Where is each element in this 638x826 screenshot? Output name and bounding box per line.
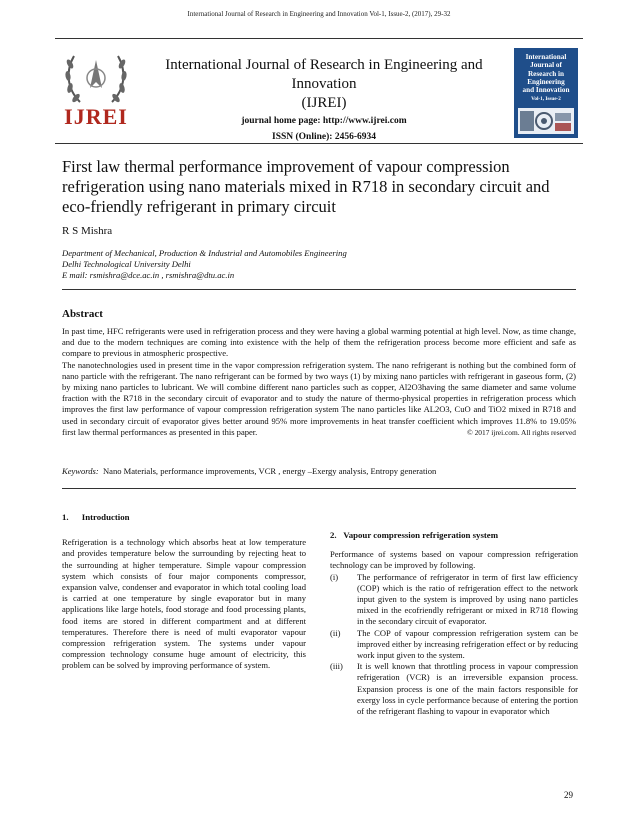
journal-title-line2: (IJREI) xyxy=(301,95,347,111)
abstract-rule-top xyxy=(62,289,576,290)
left-column xyxy=(62,512,306,672)
header-rule-bottom xyxy=(55,143,583,144)
article-title-line: eco-friendly refrigerant in primary circuit xyxy=(62,197,336,216)
abstract-paragraph-2-text: The nanotechnologies used in present time in the vapor compression refrigeration system. The nano refrigerant is nothing but the combined form of nano particle with the refrigerant. The nano refrigerant can be formed by two ways (1) by mixing nano particles with refrigerant in gaseous form, (2) by mixing nano particles to lubricant. We will combine different nano particles such as copper, Al2O3having the same diameter and same volume fraction with the R718 in the secondary circuit of evaporator and to study the nature of thermo-physical properties in refrigeration process which improves the first law performance of vapour compression refrigeration system The nano particles like AL2O3, CuO and TiO2 mixed in R718 and used in secondary circuit of evaporator gives better around 95% more improvements in heat transfer coefficient which improves 11.8% to 19.05% first law thermal performances as presented in this paper. xyxy=(62,359,576,437)
article-title xyxy=(62,157,582,217)
list-item-text: The COP of vapour compression refrigeration system can be improved either by increasing refrigeration effect or by reducing work input given to the system. xyxy=(357,627,578,661)
logo-text: IJREI xyxy=(64,104,128,129)
cover-title-line: International xyxy=(525,53,567,61)
journal-title-line1: International Journal of Research in Engineering and Innovation xyxy=(165,57,483,92)
article-title-line: refrigeration using nano materials mixed in R718 in secondary circuit and xyxy=(62,177,550,196)
abstract-paragraph-1: In past time, HFC refrigerants were used in refrigeration process and they were having a global warming potential at high level. Now, as time change, and due to the modern techniques are coming into existence with the help of them the refrigeration process become more efficient and safe as compare to previous in atmospheric prospective. xyxy=(62,326,576,359)
author-affiliation xyxy=(62,248,347,281)
affiliation-email: E mail: rsmishra@dce.ac.in , rsmishra@dtu.ac.in xyxy=(62,270,235,280)
cover-title-line: and Innovation xyxy=(522,86,570,95)
list-item-number: (iii) xyxy=(330,661,343,672)
affiliation-line: Department of Mechanical, Production & Industrial and Automobiles Engineering xyxy=(62,248,347,258)
cover-title-line: Engineering xyxy=(527,77,565,86)
list-item-number: (ii) xyxy=(330,627,341,638)
list-item xyxy=(330,661,578,717)
journal-logo xyxy=(60,48,132,128)
list-item xyxy=(330,572,578,628)
author-name: R S Mishra xyxy=(62,225,113,237)
keywords xyxy=(62,466,436,476)
cover-image xyxy=(518,108,574,134)
header-rule-top xyxy=(55,38,583,39)
abstract-heading: Abstract xyxy=(62,308,103,320)
journal-issn: ISSN (Online): 2456-6934 xyxy=(272,132,376,142)
section-2-intro: Performance of systems based on vapour compression refrigeration technology can be improved by following. xyxy=(330,549,578,571)
journal-homepage[interactable]: journal home page: http://www.ijrei.com xyxy=(241,116,407,126)
list-item-number: (i) xyxy=(330,571,339,582)
keywords-label: Keywords: xyxy=(62,466,99,476)
abstract-paragraph-2 xyxy=(62,360,576,438)
journal-header xyxy=(140,56,508,142)
page-number: 29 xyxy=(564,790,573,800)
journal-cover xyxy=(514,48,578,138)
abstract-rule-bottom xyxy=(62,488,576,489)
section-1-text: Refrigeration is a technology which absorbs heat at low temperature and provides temperature below the surrounding by rejecting heat to the surrounding at higher temperature. Simple vapour compression system which consists of four major components compressor, expansion valve, condenser and evaporator in which total cooling load is carried at one temperature by single evaporator but in many applications like large hotels, food storage and food processing plants, food items are stored in different compartment and at different temperatures. Therefore there is need of multi evaporator vapour compression refrigeration system. The systems under vapour compression technology consume huge amount of electricity, this problem can be solved by improving performance of system. xyxy=(62,537,306,671)
section-2-heading: 2. Vapour compression refrigeration system xyxy=(330,530,499,540)
running-head: International Journal of Research in Engineering and Innovation Vol-1, Issue-2, (2017), 29-32 xyxy=(187,10,451,18)
cover-title-line: Journal of xyxy=(530,61,562,70)
keywords-text: Nano Materials, performance improvements, VCR , energy –Exergy analysis, Entropy generation xyxy=(103,466,437,476)
cover-title-line: Research in xyxy=(527,69,564,78)
list-item xyxy=(330,628,578,662)
section-2-list xyxy=(330,572,578,718)
cover-volume: Vol-1, Issue-2 xyxy=(531,96,561,103)
article-title-line: First law thermal performance improvement of vapour compression xyxy=(62,157,510,176)
copyright-notice: © 2017 ijrei.com. All rights reserved xyxy=(467,427,576,437)
abstract-body xyxy=(62,326,576,438)
affiliation-line: Delhi Technological University Delhi xyxy=(62,259,191,269)
list-item-text: The performance of refrigerator in term of first law efficiency (COP) which is the ratio of refrigeration effect to the network input given to the system is improved by using nano particles mixed in the ecofriendly refrigerant or mixed in R718 flowing in the secondary circuit of evaporator. xyxy=(357,571,578,627)
list-item-text: It is well known that throttling process in vapour compression refrigeration (VCR) is an irreversible expansion process. Expansion process is one of the main factors responsible for exergy loss in cycle performance because of entering the portion of the refrigerant flashing to vapour in evaporator which xyxy=(357,661,578,717)
section-1-heading: 1. Introduction xyxy=(62,512,130,522)
machinery-collage-icon xyxy=(518,108,574,134)
right-column xyxy=(330,530,578,717)
